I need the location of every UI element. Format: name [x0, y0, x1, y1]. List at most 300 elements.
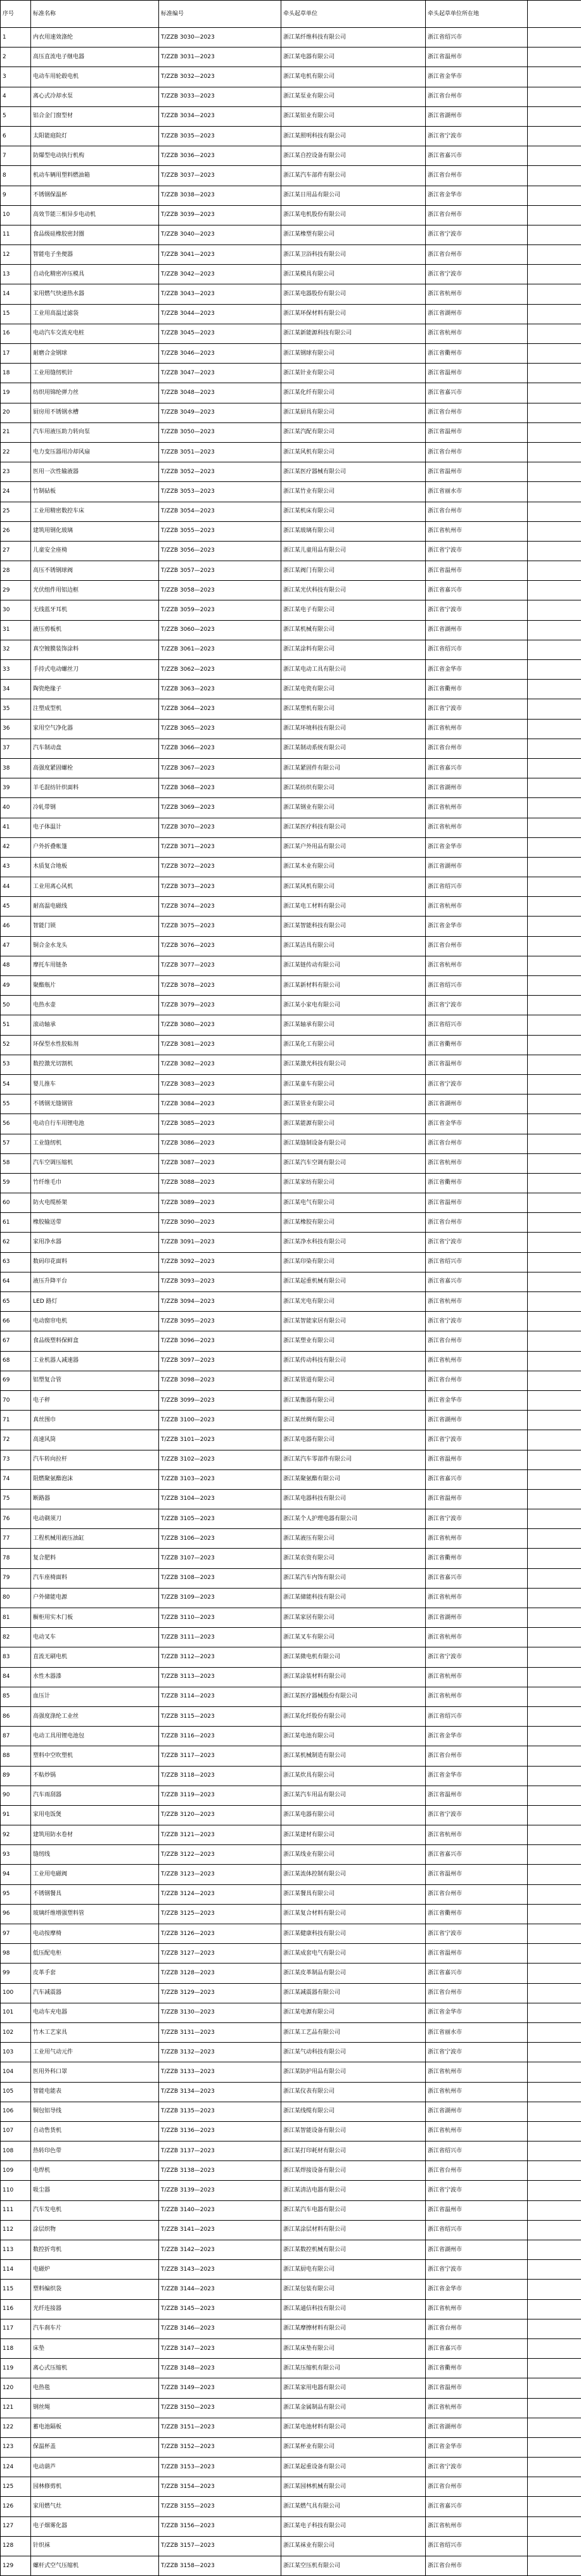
- cell-standard-number: T/ZZB 3048—2023: [159, 383, 281, 403]
- cell-extra: [528, 798, 581, 818]
- cell-lead-drafter: 浙江某智能科技有限公司: [281, 917, 426, 936]
- cell-lead-drafter: 浙江某洁具有限公司: [281, 936, 426, 956]
- cell-drafter-location: 浙江省宁波市: [426, 2260, 528, 2280]
- table-row: [1, 2437, 581, 2457]
- cell-lead-drafter: 浙江某童车有限公司: [281, 1074, 426, 1094]
- cell-extra: [528, 2022, 581, 2042]
- cell-drafter-location: 浙江省杭州市: [426, 2062, 528, 2082]
- cell-drafter-location: 浙江省金华市: [426, 1766, 528, 1786]
- cell-extra: [528, 837, 581, 857]
- cell-drafter-location: 浙江省温州市: [426, 1865, 528, 1884]
- cell-seq: 91: [1, 1805, 31, 1825]
- cell-seq: 62: [1, 1233, 31, 1252]
- table-row: [1, 2338, 581, 2358]
- cell-lead-drafter: 浙江某汽车部件有限公司: [281, 166, 426, 186]
- cell-lead-drafter: 浙江某防护用品有限公司: [281, 2062, 426, 2082]
- table-row: [1, 2398, 581, 2418]
- cell-drafter-location: 浙江省台州市: [426, 2161, 528, 2181]
- cell-extra: [528, 1114, 581, 1134]
- cell-seq: 80: [1, 1588, 31, 1608]
- cell-standard-number: T/ZZB 3107—2023: [159, 1549, 281, 1568]
- header-standard-name: 标准名称: [31, 1, 159, 28]
- cell-drafter-location: 浙江省宁波市: [426, 2458, 528, 2477]
- cell-standard-name: 电子烟雾化器: [31, 2516, 159, 2536]
- cell-drafter-location: 浙江省宁波市: [426, 1924, 528, 1944]
- cell-drafter-location: 浙江省绍兴市: [426, 28, 528, 48]
- cell-standard-name: 离心式压缩机: [31, 2359, 159, 2378]
- cell-extra: [528, 1055, 581, 1074]
- cell-standard-number: T/ZZB 3030—2023: [159, 28, 281, 48]
- cell-standard-number: T/ZZB 3146—2023: [159, 2319, 281, 2338]
- cell-standard-number: T/ZZB 3124—2023: [159, 1884, 281, 1904]
- table-row: [1, 265, 581, 284]
- table-row: [1, 1964, 581, 1983]
- cell-extra: [528, 1390, 581, 1410]
- cell-seq: 97: [1, 1924, 31, 1944]
- cell-lead-drafter: 浙江某厨具有限公司: [281, 403, 426, 422]
- cell-standard-number: T/ZZB 3134—2023: [159, 2082, 281, 2102]
- table-row: [1, 1805, 581, 1825]
- cell-standard-name: 机动车辆用塑料燃油箱: [31, 166, 159, 186]
- cell-drafter-location: 浙江省宁波市: [426, 699, 528, 719]
- table-row: [1, 719, 581, 739]
- cell-lead-drafter: 浙江某缝制设备有限公司: [281, 1134, 426, 1153]
- cell-lead-drafter: 浙江某新能源科技有限公司: [281, 324, 426, 343]
- cell-standard-name: 高效节能三相异步电动机: [31, 205, 159, 225]
- table-row: [1, 324, 581, 343]
- cell-standard-name: 不锈钢无缝钢管: [31, 1094, 159, 1114]
- cell-extra: [528, 2458, 581, 2477]
- cell-lead-drafter: 浙江某印染有限公司: [281, 1252, 426, 1272]
- cell-lead-drafter: 浙江某自控设备有限公司: [281, 146, 426, 166]
- cell-seq: 75: [1, 1489, 31, 1509]
- cell-standard-name: 智能电子坐便器: [31, 245, 159, 265]
- cell-standard-number: T/ZZB 3053—2023: [159, 482, 281, 502]
- cell-standard-name: 冷轧带钢: [31, 798, 159, 818]
- cell-seq: 35: [1, 699, 31, 719]
- cell-seq: 90: [1, 1786, 31, 1805]
- cell-extra: [528, 1173, 581, 1193]
- cell-drafter-location: 浙江省金华市: [426, 917, 528, 936]
- table-row: [1, 2043, 581, 2062]
- cell-standard-number: T/ZZB 3044—2023: [159, 304, 281, 324]
- cell-lead-drafter: 浙江某橡塑有限公司: [281, 225, 426, 244]
- cell-drafter-location: 浙江省温州市: [426, 1055, 528, 1074]
- cell-drafter-location: 浙江省湖州市: [426, 106, 528, 126]
- cell-seq: 72: [1, 1430, 31, 1450]
- cell-standard-number: T/ZZB 3120—2023: [159, 1805, 281, 1825]
- cell-standard-number: T/ZZB 3073—2023: [159, 877, 281, 897]
- cell-seq: 50: [1, 996, 31, 1015]
- cell-standard-number: T/ZZB 3063—2023: [159, 680, 281, 699]
- cell-drafter-location: 浙江省金华市: [426, 1114, 528, 1134]
- cell-seq: 40: [1, 798, 31, 818]
- cell-seq: 6: [1, 126, 31, 146]
- cell-seq: 78: [1, 1549, 31, 1568]
- cell-lead-drafter: 浙江某竹业有限公司: [281, 482, 426, 502]
- cell-drafter-location: 浙江省金华市: [426, 1727, 528, 1746]
- cell-seq: 98: [1, 1944, 31, 1964]
- cell-standard-number: T/ZZB 3136—2023: [159, 2121, 281, 2141]
- cell-standard-name: 铝塑复合管: [31, 1371, 159, 1390]
- cell-extra: [528, 1094, 581, 1114]
- cell-drafter-location: 浙江省温州市: [426, 48, 528, 67]
- cell-seq: 70: [1, 1390, 31, 1410]
- cell-standard-number: T/ZZB 3101—2023: [159, 1430, 281, 1450]
- cell-seq: 101: [1, 2003, 31, 2022]
- cell-standard-name: 电子体温计: [31, 818, 159, 837]
- cell-seq: 54: [1, 1074, 31, 1094]
- cell-standard-name: 耐高温电磁线: [31, 897, 159, 917]
- cell-seq: 93: [1, 1845, 31, 1865]
- cell-drafter-location: 浙江省衢州市: [426, 1549, 528, 1568]
- cell-standard-name: 电动按摩椅: [31, 1924, 159, 1944]
- cell-standard-name: 电动剃须刀: [31, 1509, 159, 1529]
- cell-standard-name: 橱柜用实木门板: [31, 1608, 159, 1628]
- cell-lead-drafter: 浙江某机械制造有限公司: [281, 1746, 426, 1766]
- cell-seq: 33: [1, 660, 31, 680]
- cell-extra: [528, 2121, 581, 2141]
- cell-lead-drafter: 浙江某链传动有限公司: [281, 956, 426, 975]
- cell-lead-drafter: 浙江某管业有限公司: [281, 1094, 426, 1114]
- cell-lead-drafter: 浙江某橡胶有限公司: [281, 1213, 426, 1233]
- cell-drafter-location: 浙江省金华市: [426, 660, 528, 680]
- table-row: [1, 1272, 581, 1291]
- cell-lead-drafter: 浙江某液压有限公司: [281, 1529, 426, 1549]
- cell-standard-name: 食品级塑料保鲜盒: [31, 1331, 159, 1351]
- cell-drafter-location: 浙江省温州市: [426, 561, 528, 581]
- cell-extra: [528, 422, 581, 442]
- cell-drafter-location: 浙江省台州市: [426, 936, 528, 956]
- cell-seq: 2: [1, 48, 31, 67]
- cell-lead-drafter: 浙江某复合材料有限公司: [281, 1904, 426, 1924]
- cell-lead-drafter: 浙江某纺织有限公司: [281, 778, 426, 798]
- cell-lead-drafter: 浙江某塑机有限公司: [281, 699, 426, 719]
- table-row: [1, 48, 581, 67]
- table-row: [1, 1667, 581, 1687]
- cell-extra: [528, 1430, 581, 1450]
- cell-standard-number: T/ZZB 3057—2023: [159, 561, 281, 581]
- cell-drafter-location: 浙江省杭州市: [426, 1529, 528, 1549]
- cell-standard-number: T/ZZB 3103—2023: [159, 1469, 281, 1489]
- cell-drafter-location: 浙江省宁波市: [426, 1805, 528, 1825]
- cell-lead-drafter: 浙江某电器科技有限公司: [281, 1489, 426, 1509]
- cell-standard-name: 家用燃气快速热水器: [31, 284, 159, 304]
- cell-standard-number: T/ZZB 3150—2023: [159, 2398, 281, 2418]
- table-row: [1, 1608, 581, 1628]
- cell-seq: 42: [1, 837, 31, 857]
- table-row: [1, 205, 581, 225]
- cell-standard-name: 缝纫线: [31, 1845, 159, 1865]
- cell-drafter-location: 浙江省衢州市: [426, 1904, 528, 1924]
- cell-standard-number: T/ZZB 3051—2023: [159, 442, 281, 462]
- cell-standard-name: 不锈钢餐具: [31, 1884, 159, 1904]
- cell-seq: 48: [1, 956, 31, 975]
- cell-seq: 79: [1, 1568, 31, 1588]
- cell-standard-name: 家用空气净化器: [31, 719, 159, 739]
- cell-standard-name: 家用电饭煲: [31, 1805, 159, 1825]
- cell-lead-drafter: 浙江某电机有限公司: [281, 67, 426, 87]
- cell-seq: 89: [1, 1766, 31, 1786]
- table-row: [1, 1430, 581, 1450]
- table-row: [1, 1529, 581, 1549]
- cell-drafter-location: 浙江省衢州市: [426, 344, 528, 364]
- cell-seq: 125: [1, 2477, 31, 2497]
- header-lead-drafter: 牵头起草单位: [281, 1, 426, 28]
- table-row: [1, 2516, 581, 2536]
- cell-lead-drafter: 浙江某风机有限公司: [281, 442, 426, 462]
- cell-drafter-location: 浙江省温州市: [426, 1786, 528, 1805]
- cell-seq: 114: [1, 2260, 31, 2280]
- table-row: [1, 2319, 581, 2338]
- cell-lead-drafter: 浙江某线缆有限公司: [281, 2102, 426, 2121]
- cell-seq: 99: [1, 1964, 31, 1983]
- cell-lead-drafter: 浙江某减震器有限公司: [281, 1983, 426, 2003]
- table-row: [1, 1411, 581, 1430]
- cell-extra: [528, 739, 581, 758]
- table-row: [1, 680, 581, 699]
- cell-lead-drafter: 浙江某阀门有限公司: [281, 561, 426, 581]
- cell-drafter-location: 浙江省杭州市: [426, 1825, 528, 1845]
- cell-lead-drafter: 浙江某数控机械有限公司: [281, 2240, 426, 2260]
- cell-standard-name: 电热毯: [31, 2378, 159, 2398]
- table-row: [1, 2280, 581, 2299]
- cell-seq: 17: [1, 344, 31, 364]
- cell-standard-name: 工业机器人减速器: [31, 1351, 159, 1371]
- cell-standard-name: 医用一次性输液器: [31, 462, 159, 482]
- cell-standard-number: T/ZZB 3089—2023: [159, 1193, 281, 1213]
- cell-standard-number: T/ZZB 3152—2023: [159, 2437, 281, 2457]
- cell-lead-drafter: 浙江某环境科技有限公司: [281, 719, 426, 739]
- cell-seq: 116: [1, 2299, 31, 2319]
- cell-drafter-location: 浙江省杭州市: [426, 1351, 528, 1371]
- cell-standard-name: 电动葫芦: [31, 2458, 159, 2477]
- cell-standard-name: 真丝围巾: [31, 1411, 159, 1430]
- cell-standard-name: 儿童安全座椅: [31, 541, 159, 561]
- cell-lead-drafter: 浙江某流体控制有限公司: [281, 1865, 426, 1884]
- cell-drafter-location: 浙江省杭州市: [426, 2299, 528, 2319]
- cell-lead-drafter: 浙江某涂层材料有限公司: [281, 2220, 426, 2240]
- cell-drafter-location: 浙江省杭州市: [426, 284, 528, 304]
- cell-extra: [528, 2516, 581, 2536]
- cell-seq: 105: [1, 2082, 31, 2102]
- table-row: [1, 1904, 581, 1924]
- cell-standard-name: 液压剪板机: [31, 620, 159, 640]
- cell-standard-name: 竹纤维毛巾: [31, 1173, 159, 1193]
- table-row: [1, 758, 581, 778]
- cell-standard-number: T/ZZB 3059—2023: [159, 600, 281, 620]
- cell-standard-number: T/ZZB 3104—2023: [159, 1489, 281, 1509]
- cell-standard-number: T/ZZB 3148—2023: [159, 2359, 281, 2378]
- cell-standard-number: T/ZZB 3141—2023: [159, 2220, 281, 2240]
- cell-extra: [528, 462, 581, 482]
- cell-extra: [528, 2536, 581, 2556]
- cell-lead-drafter: 浙江某户外用品有限公司: [281, 837, 426, 857]
- table-row: [1, 186, 581, 205]
- cell-lead-drafter: 浙江某激光科技有限公司: [281, 1055, 426, 1074]
- cell-standard-name: 工业用精密数控车床: [31, 502, 159, 521]
- table-row: [1, 1786, 581, 1805]
- cell-standard-name: 橡胶输送带: [31, 1213, 159, 1233]
- cell-standard-number: T/ZZB 3129—2023: [159, 1983, 281, 2003]
- cell-standard-number: T/ZZB 3140—2023: [159, 2200, 281, 2220]
- cell-standard-number: T/ZZB 3082—2023: [159, 1055, 281, 1074]
- cell-standard-name: 光伏组件用铝边框: [31, 581, 159, 600]
- table-row: [1, 2418, 581, 2437]
- cell-standard-number: T/ZZB 3144—2023: [159, 2280, 281, 2299]
- cell-lead-drafter: 浙江某餐具有限公司: [281, 1884, 426, 1904]
- table-row: [1, 1015, 581, 1035]
- cell-seq: 53: [1, 1055, 31, 1074]
- cell-lead-drafter: 浙江某化工有限公司: [281, 1035, 426, 1055]
- cell-drafter-location: 浙江省嘉兴市: [426, 1568, 528, 1588]
- cell-drafter-location: 浙江省丽水市: [426, 2022, 528, 2042]
- cell-standard-number: T/ZZB 3080—2023: [159, 1015, 281, 1035]
- table-row: [1, 1549, 581, 1568]
- cell-standard-number: T/ZZB 3118—2023: [159, 1766, 281, 1786]
- cell-drafter-location: 浙江省金华市: [426, 2003, 528, 2022]
- table-row: [1, 521, 581, 541]
- cell-lead-drafter: 浙江某衡器有限公司: [281, 1390, 426, 1410]
- cell-standard-number: T/ZZB 3071—2023: [159, 837, 281, 857]
- cell-standard-name: 工程机械用液压油缸: [31, 1529, 159, 1549]
- cell-standard-number: T/ZZB 3121—2023: [159, 1825, 281, 1845]
- cell-standard-number: T/ZZB 3047—2023: [159, 364, 281, 383]
- cell-lead-drafter: 浙江某工艺品有限公司: [281, 2022, 426, 2042]
- cell-seq: 30: [1, 600, 31, 620]
- cell-extra: [528, 976, 581, 996]
- cell-lead-drafter: 浙江某化纤股份有限公司: [281, 1706, 426, 1726]
- cell-extra: [528, 1845, 581, 1865]
- cell-lead-drafter: 浙江某卫浴科技有限公司: [281, 245, 426, 265]
- cell-seq: 44: [1, 877, 31, 897]
- cell-standard-name: 户外折叠帐篷: [31, 837, 159, 857]
- cell-drafter-location: 浙江省温州市: [426, 1489, 528, 1509]
- cell-drafter-location: 浙江省杭州市: [426, 521, 528, 541]
- cell-drafter-location: 浙江省嘉兴市: [426, 581, 528, 600]
- table-row: [1, 917, 581, 936]
- table-row: [1, 1193, 581, 1213]
- cell-seq: 19: [1, 383, 31, 403]
- cell-drafter-location: 浙江省宁波市: [426, 2181, 528, 2200]
- table-row: [1, 1825, 581, 1845]
- cell-standard-name: 电动窗帘电机: [31, 1312, 159, 1331]
- table-row: [1, 600, 581, 620]
- cell-standard-name: 汽车刹车片: [31, 2319, 159, 2338]
- cell-extra: [528, 1884, 581, 1904]
- cell-seq: 8: [1, 166, 31, 186]
- cell-lead-drafter: 浙江某儿童用品有限公司: [281, 541, 426, 561]
- cell-standard-name: 水性木器漆: [31, 1667, 159, 1687]
- cell-standard-name: 汽车减震器: [31, 1983, 159, 2003]
- cell-drafter-location: 浙江省湖州市: [426, 1094, 528, 1114]
- cell-standard-name: 食品级硅橡胶密封圈: [31, 225, 159, 244]
- cell-standard-number: T/ZZB 3115—2023: [159, 1706, 281, 1726]
- cell-standard-name: 阻燃聚氨酯泡沫: [31, 1469, 159, 1489]
- cell-extra: [528, 2082, 581, 2102]
- cell-extra: [528, 1588, 581, 1608]
- cell-standard-name: 电动自行车用锂电池: [31, 1114, 159, 1134]
- table-row: [1, 1944, 581, 1964]
- cell-extra: [528, 1351, 581, 1371]
- cell-standard-number: T/ZZB 3039—2023: [159, 205, 281, 225]
- cell-drafter-location: 浙江省宁波市: [426, 1430, 528, 1450]
- table-header-row: [1, 1, 581, 28]
- cell-extra: [528, 640, 581, 659]
- cell-lead-drafter: 浙江某小家电有限公司: [281, 996, 426, 1015]
- cell-extra: [528, 344, 581, 364]
- table-row: [1, 1568, 581, 1588]
- table-row: [1, 1884, 581, 1904]
- cell-standard-number: T/ZZB 3033—2023: [159, 87, 281, 106]
- cell-lead-drafter: 浙江某智能家居有限公司: [281, 1312, 426, 1331]
- cell-standard-number: T/ZZB 3128—2023: [159, 1964, 281, 1983]
- cell-lead-drafter: 浙江某传动科技有限公司: [281, 1351, 426, 1371]
- cell-drafter-location: 浙江省台州市: [426, 502, 528, 521]
- table-row: [1, 502, 581, 521]
- cell-seq: 115: [1, 2280, 31, 2299]
- cell-seq: 64: [1, 1272, 31, 1291]
- cell-drafter-location: 浙江省宁波市: [426, 996, 528, 1015]
- cell-seq: 32: [1, 640, 31, 659]
- cell-extra: [528, 442, 581, 462]
- cell-standard-name: 光纤连接器: [31, 2299, 159, 2319]
- cell-standard-number: T/ZZB 3112—2023: [159, 1647, 281, 1667]
- cell-extra: [528, 1450, 581, 1469]
- cell-drafter-location: 浙江省宁波市: [426, 600, 528, 620]
- cell-seq: 31: [1, 620, 31, 640]
- cell-lead-drafter: 浙江某能源有限公司: [281, 1114, 426, 1134]
- cell-drafter-location: 浙江省绍兴市: [426, 2536, 528, 2556]
- table-row: [1, 2477, 581, 2497]
- cell-standard-number: T/ZZB 3099—2023: [159, 1390, 281, 1410]
- cell-drafter-location: 浙江省杭州市: [426, 798, 528, 818]
- cell-extra: [528, 2280, 581, 2299]
- cell-drafter-location: 浙江省绍兴市: [426, 976, 528, 996]
- cell-standard-number: T/ZZB 3040—2023: [159, 225, 281, 244]
- cell-standard-number: T/ZZB 3143—2023: [159, 2260, 281, 2280]
- cell-extra: [528, 660, 581, 680]
- cell-standard-name: 不锈钢保温杯: [31, 186, 159, 205]
- table-row: [1, 818, 581, 837]
- cell-standard-name: 园林修剪机: [31, 2477, 159, 2497]
- cell-lead-drafter: 浙江某农资有限公司: [281, 1549, 426, 1568]
- cell-lead-drafter: 浙江某个人护理电器有限公司: [281, 1509, 426, 1529]
- cell-seq: 4: [1, 87, 31, 106]
- cell-standard-name: 塑料编织袋: [31, 2280, 159, 2299]
- table-row: [1, 1489, 581, 1509]
- cell-standard-name: 高压不锈钢球阀: [31, 561, 159, 581]
- cell-seq: 5: [1, 106, 31, 126]
- cell-drafter-location: 浙江省台州市: [426, 166, 528, 186]
- cell-seq: 74: [1, 1469, 31, 1489]
- cell-seq: 83: [1, 1647, 31, 1667]
- cell-drafter-location: 浙江省台州市: [426, 739, 528, 758]
- cell-drafter-location: 浙江省杭州市: [426, 1667, 528, 1687]
- cell-lead-drafter: 浙江某家用电器有限公司: [281, 2378, 426, 2398]
- cell-standard-name: 聚酯瓶片: [31, 976, 159, 996]
- table-row: [1, 2121, 581, 2141]
- cell-lead-drafter: 浙江某袜业有限公司: [281, 2536, 426, 2556]
- cell-drafter-location: 浙江省绍兴市: [426, 1706, 528, 1726]
- cell-standard-name: 电磁炉: [31, 2260, 159, 2280]
- cell-lead-drafter: 浙江某风机有限公司: [281, 877, 426, 897]
- cell-lead-drafter: 浙江某紧固件有限公司: [281, 758, 426, 778]
- cell-standard-name: 汽车用液压助力转向泵: [31, 422, 159, 442]
- cell-drafter-location: 浙江省温州市: [426, 1944, 528, 1964]
- cell-extra: [528, 1865, 581, 1884]
- cell-lead-drafter: 浙江某照明科技有限公司: [281, 126, 426, 146]
